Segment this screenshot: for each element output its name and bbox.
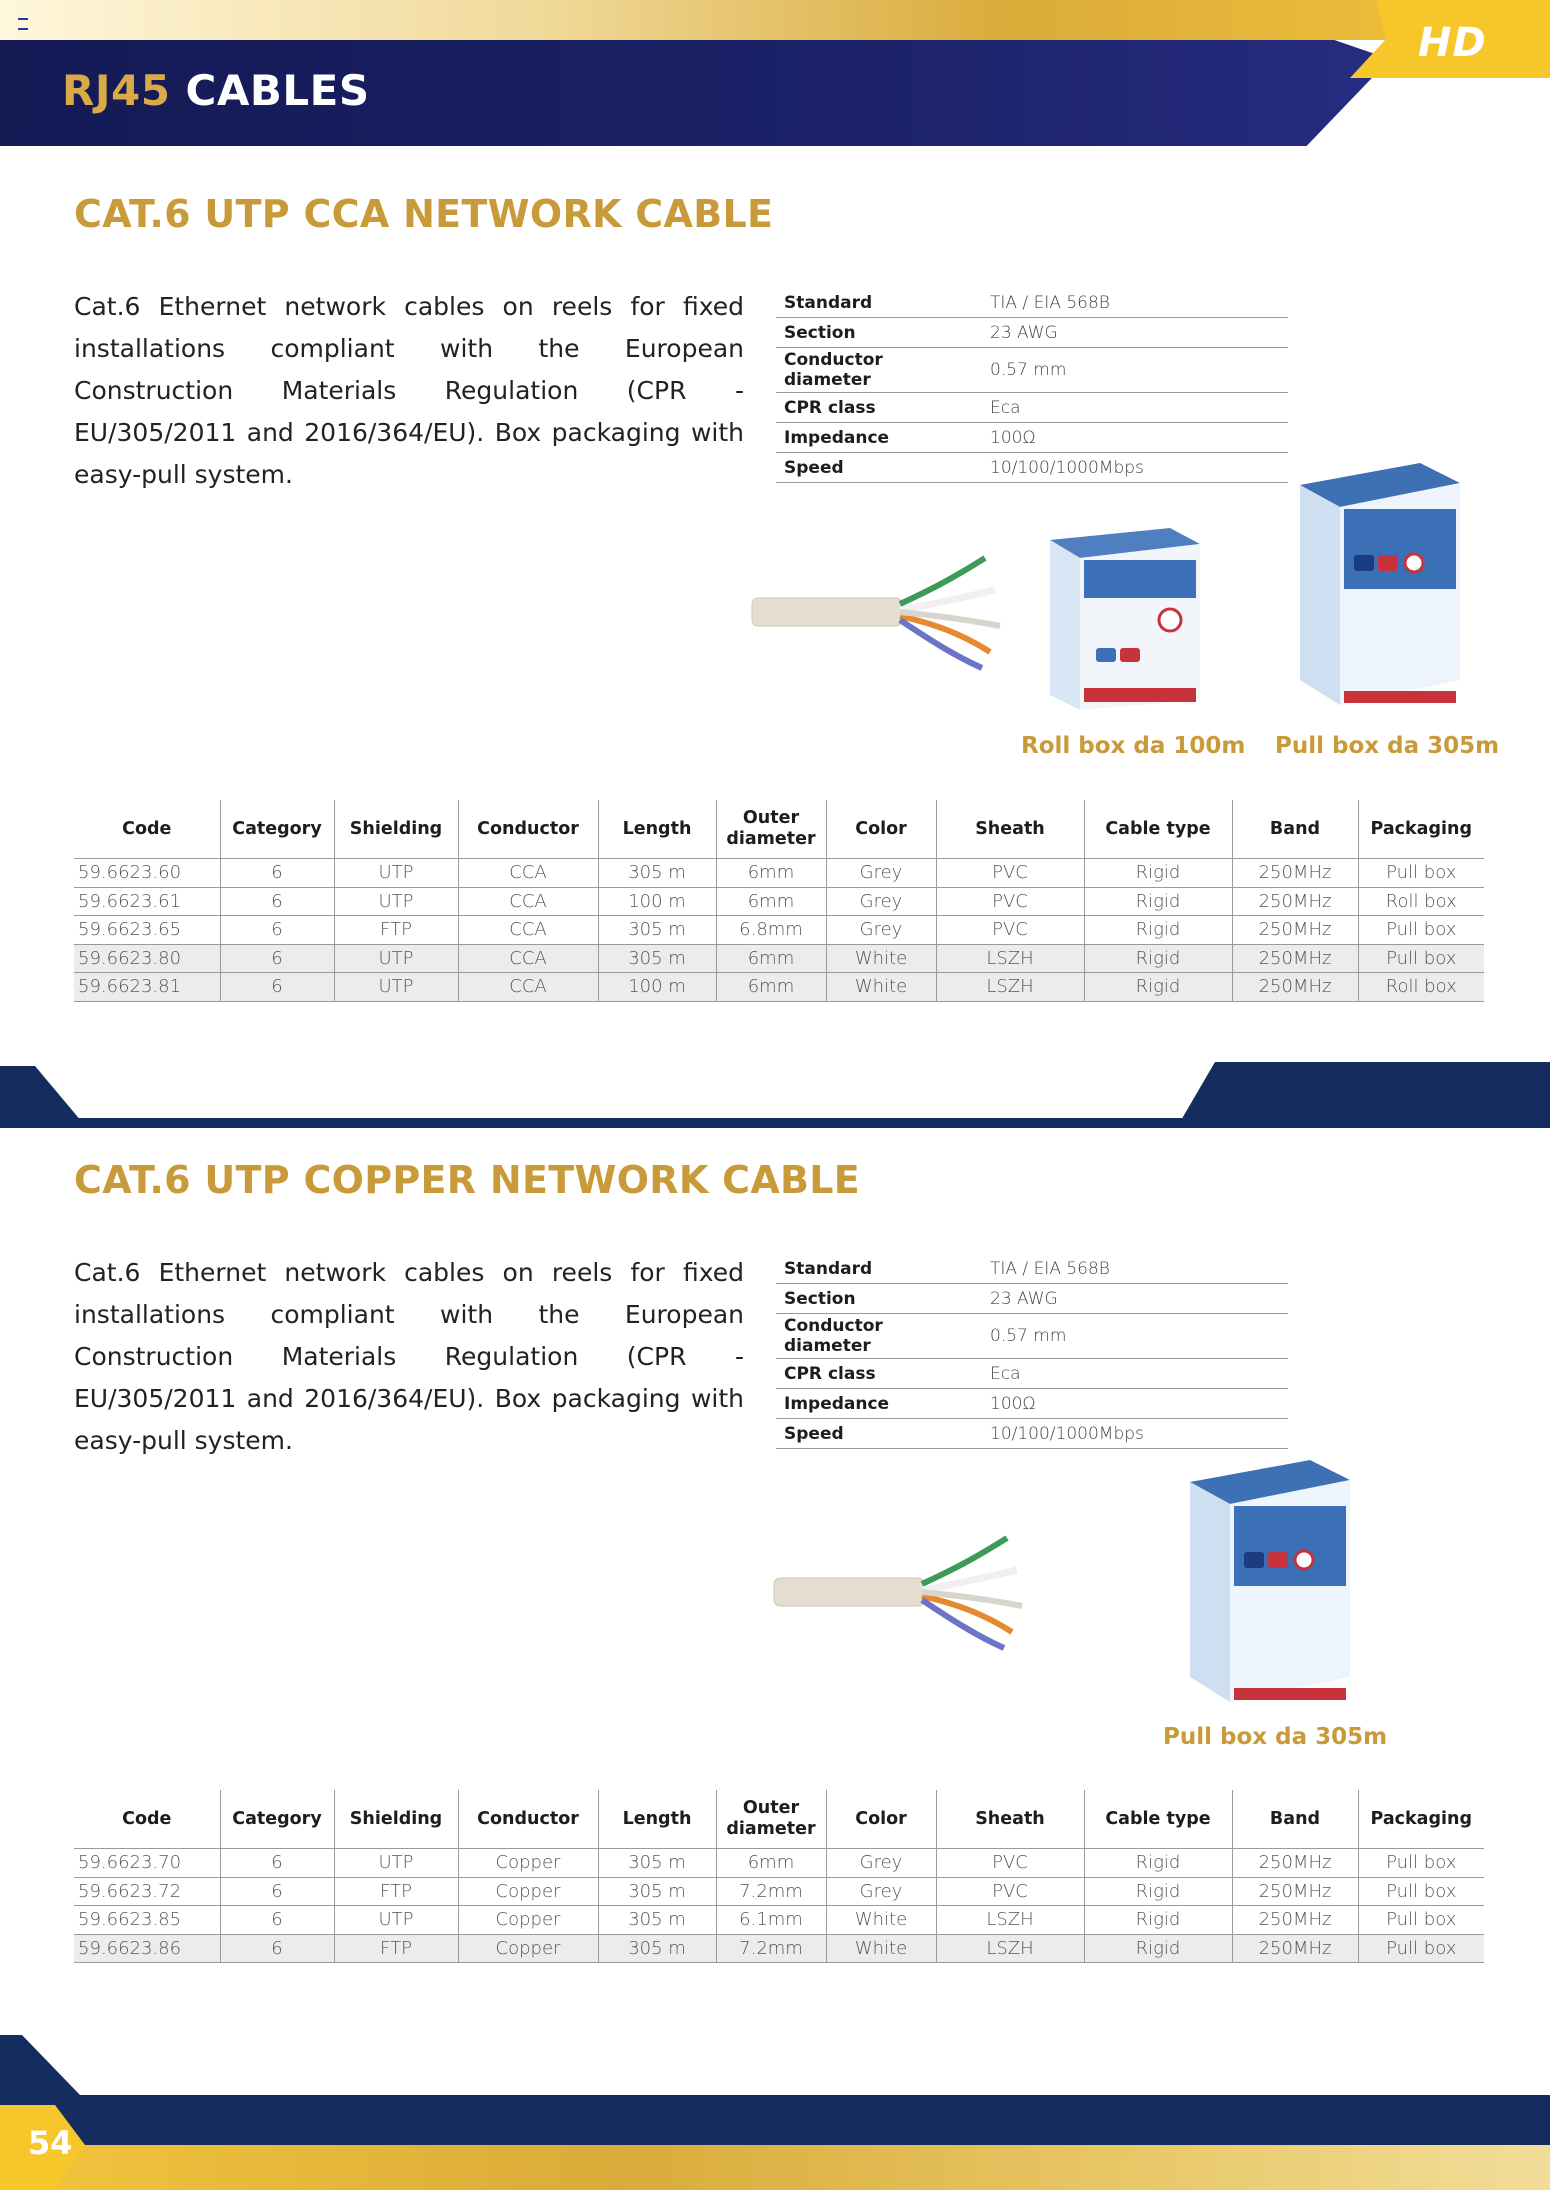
table-cell: White	[826, 944, 936, 973]
spec-label: Speed	[776, 1419, 982, 1449]
table-cell: Copper	[458, 1849, 598, 1878]
table-cell: 6	[220, 1849, 334, 1878]
column-header: Sheath	[936, 800, 1084, 859]
table-cell: FTP	[334, 1934, 458, 1963]
spec-label: Impedance	[776, 423, 982, 453]
section-divider	[0, 1060, 1550, 1132]
spec-value: 23 AWG	[982, 1284, 1288, 1314]
column-header: Packaging	[1358, 800, 1484, 859]
table-cell: Grey	[826, 1877, 936, 1906]
table-row	[74, 916, 1484, 945]
spec-value: 10/100/1000Mbps	[982, 1419, 1288, 1449]
table-cell: 305 m	[598, 916, 716, 945]
spec-value: 10/100/1000Mbps	[982, 453, 1288, 483]
spec-label: Conductor diameter	[776, 348, 982, 393]
table-cell: Rigid	[1084, 859, 1232, 888]
section1-product-table	[74, 800, 1484, 1002]
table-cell: 250MHz	[1232, 859, 1358, 888]
table-cell: Rigid	[1084, 1906, 1232, 1935]
spec-value: 23 AWG	[982, 318, 1288, 348]
section2-product-table	[74, 1790, 1484, 1963]
table-cell: 6	[220, 859, 334, 888]
table-cell: 6mm	[716, 973, 826, 1002]
table-cell: 305 m	[598, 1906, 716, 1935]
page-number: 54	[28, 2124, 73, 2162]
spec-value: Eca	[982, 1359, 1288, 1389]
column-header: Code	[74, 1790, 220, 1849]
table-cell: 6.8mm	[716, 916, 826, 945]
table-cell: 6	[220, 887, 334, 916]
table-cell: 305 m	[598, 1934, 716, 1963]
spec-label: Conductor diameter	[776, 1314, 982, 1359]
table-cell: Copper	[458, 1906, 598, 1935]
table-cell: LSZH	[936, 973, 1084, 1002]
column-header: Sheath	[936, 1790, 1084, 1849]
table-cell: 250MHz	[1232, 887, 1358, 916]
spec-value: Eca	[982, 393, 1288, 423]
cable-image	[772, 1520, 1032, 1660]
table-cell: PVC	[936, 916, 1084, 945]
spec-label: CPR class	[776, 393, 982, 423]
spec-value: 100Ω	[982, 1389, 1288, 1419]
column-header: Conductor	[458, 1790, 598, 1849]
table-cell: 250MHz	[1232, 1849, 1358, 1878]
table-cell: 59.6623.61	[74, 887, 220, 916]
spec-row	[776, 1314, 1288, 1359]
section2-spec-table	[776, 1254, 1288, 1449]
table-cell: 6	[220, 1906, 334, 1935]
table-cell: PVC	[936, 1877, 1084, 1906]
spec-value: TIA / EIA 568B	[982, 1254, 1288, 1284]
table-cell: 250MHz	[1232, 1877, 1358, 1906]
table-cell: 6mm	[716, 887, 826, 916]
table-cell: UTP	[334, 944, 458, 973]
table-cell: PVC	[936, 1849, 1084, 1878]
table-cell: UTP	[334, 859, 458, 888]
table-cell: FTP	[334, 1877, 458, 1906]
table-cell: 305 m	[598, 944, 716, 973]
spec-label: Standard	[776, 1254, 982, 1284]
table-cell: Pull box	[1358, 916, 1484, 945]
table-cell: 6	[220, 1934, 334, 1963]
spec-label: Section	[776, 318, 982, 348]
column-header: Outer diameter	[716, 800, 826, 859]
table-cell: CCA	[458, 973, 598, 1002]
spec-value: 100Ω	[982, 423, 1288, 453]
table-cell: Rigid	[1084, 887, 1232, 916]
table-cell: 59.6623.70	[74, 1849, 220, 1878]
table-row	[74, 1849, 1484, 1878]
table-cell: Pull box	[1358, 1934, 1484, 1963]
table-cell: Pull box	[1358, 1877, 1484, 1906]
spec-row	[776, 1284, 1288, 1314]
menu-icon	[18, 18, 28, 30]
table-cell: Grey	[826, 1849, 936, 1878]
table-cell: 305 m	[598, 859, 716, 888]
spec-row	[776, 318, 1288, 348]
table-cell: White	[826, 973, 936, 1002]
column-header: Conductor	[458, 800, 598, 859]
column-header: Length	[598, 800, 716, 859]
table-cell: 6.1mm	[716, 1906, 826, 1935]
table-cell: UTP	[334, 1906, 458, 1935]
table-cell: 100 m	[598, 973, 716, 1002]
spec-row	[776, 288, 1288, 318]
table-row	[74, 887, 1484, 916]
table-cell: 59.6623.60	[74, 859, 220, 888]
table-cell: FTP	[334, 916, 458, 945]
pull-box-image	[1180, 1452, 1360, 1712]
column-header: Cable type	[1084, 1790, 1232, 1849]
table-cell: PVC	[936, 859, 1084, 888]
table-cell: 6	[220, 916, 334, 945]
table-cell: 100 m	[598, 887, 716, 916]
table-cell: 59.6623.81	[74, 973, 220, 1002]
table-row	[74, 1934, 1484, 1963]
table-row	[74, 973, 1484, 1002]
table-cell: Rigid	[1084, 944, 1232, 973]
spec-label: Impedance	[776, 1389, 982, 1419]
column-header: Shielding	[334, 1790, 458, 1849]
table-cell: 59.6623.80	[74, 944, 220, 973]
table-cell: Copper	[458, 1877, 598, 1906]
table-cell: Pull box	[1358, 1849, 1484, 1878]
table-cell: Copper	[458, 1934, 598, 1963]
table-cell: 6	[220, 944, 334, 973]
pull-box-caption: Pull box da 305m	[1275, 733, 1500, 759]
table-cell: LSZH	[936, 944, 1084, 973]
table-cell: White	[826, 1934, 936, 1963]
footer-band	[0, 2035, 1550, 2150]
spec-value: 0.57 mm	[982, 348, 1288, 393]
table-cell: 59.6623.65	[74, 916, 220, 945]
section1-description: Cat.6 Ethernet network cables on reels for fixed installations compliant with the European Construction Materials Regulation (CPR - EU/305/2011 and 2016/364/EU). Box packaging with easy-pull system.	[74, 292, 744, 489]
roll-box-image	[1040, 520, 1210, 720]
column-header: Packaging	[1358, 1790, 1484, 1849]
cable-image	[750, 540, 1010, 680]
spec-row	[776, 348, 1288, 393]
page-title	[62, 66, 370, 115]
spec-row	[776, 453, 1288, 483]
footer-gold-strip	[0, 2145, 1550, 2190]
table-cell: Rigid	[1084, 1877, 1232, 1906]
table-cell: 250MHz	[1232, 1934, 1358, 1963]
spec-row	[776, 1254, 1288, 1284]
table-cell: PVC	[936, 887, 1084, 916]
section2-title: CAT.6 UTP COPPER NETWORK CABLE	[74, 1158, 861, 1202]
spec-label: Standard	[776, 288, 982, 318]
column-header: Cable type	[1084, 800, 1232, 859]
column-header: Category	[220, 1790, 334, 1849]
column-header: Code	[74, 800, 220, 859]
pull-box-caption: Pull box da 305m	[1163, 1724, 1388, 1750]
section1-spec-table	[776, 288, 1288, 483]
section2-description: Cat.6 Ethernet network cables on reels for fixed installations compliant with the European Construction Materials Regulation (CPR - EU/305/2011 and 2016/364/EU). Box packaging with easy-pull system.	[74, 1258, 744, 1455]
spec-value: 0.57 mm	[982, 1314, 1288, 1359]
table-cell: 59.6623.86	[74, 1934, 220, 1963]
table-cell: 305 m	[598, 1849, 716, 1878]
header-gold-strip	[0, 0, 1550, 40]
table-cell: UTP	[334, 887, 458, 916]
section1-title: CAT.6 UTP CCA NETWORK CABLE	[74, 192, 774, 236]
table-row	[74, 859, 1484, 888]
table-cell: Grey	[826, 887, 936, 916]
spec-row	[776, 423, 1288, 453]
table-cell: UTP	[334, 1849, 458, 1878]
spec-row	[776, 393, 1288, 423]
spec-label: Speed	[776, 453, 982, 483]
page-title-accent: RJ45	[62, 66, 171, 115]
table-cell: CCA	[458, 887, 598, 916]
table-cell: UTP	[334, 973, 458, 1002]
table-cell: 250MHz	[1232, 916, 1358, 945]
table-cell: 6	[220, 1877, 334, 1906]
table-cell: Roll box	[1358, 887, 1484, 916]
table-cell: Rigid	[1084, 1934, 1232, 1963]
table-cell: 250MHz	[1232, 1906, 1358, 1935]
table-cell: CCA	[458, 916, 598, 945]
table-cell: 7.2mm	[716, 1877, 826, 1906]
table-cell: 59.6623.85	[74, 1906, 220, 1935]
spec-label: CPR class	[776, 1359, 982, 1389]
column-header: Shielding	[334, 800, 458, 859]
table-row	[74, 1877, 1484, 1906]
table-cell: Grey	[826, 859, 936, 888]
table-cell: Pull box	[1358, 944, 1484, 973]
table-cell: Rigid	[1084, 1849, 1232, 1878]
table-cell: Pull box	[1358, 1906, 1484, 1935]
table-cell: Grey	[826, 916, 936, 945]
roll-box-caption: Roll box da 100m	[1021, 733, 1246, 759]
spec-value: TIA / EIA 568B	[982, 288, 1288, 318]
pull-box-image	[1290, 455, 1470, 715]
table-cell: LSZH	[936, 1934, 1084, 1963]
column-header: Outer diameter	[716, 1790, 826, 1849]
table-cell: Roll box	[1358, 973, 1484, 1002]
table-cell: LSZH	[936, 1906, 1084, 1935]
column-header: Band	[1232, 800, 1358, 859]
column-header: Color	[826, 800, 936, 859]
table-cell: Rigid	[1084, 916, 1232, 945]
table-cell: 250MHz	[1232, 944, 1358, 973]
table-cell: 305 m	[598, 1877, 716, 1906]
spec-row	[776, 1359, 1288, 1389]
table-cell: Pull box	[1358, 859, 1484, 888]
column-header: Color	[826, 1790, 936, 1849]
column-header: Length	[598, 1790, 716, 1849]
table-row	[74, 944, 1484, 973]
table-cell: CCA	[458, 859, 598, 888]
spec-row	[776, 1389, 1288, 1419]
spec-label: Section	[776, 1284, 982, 1314]
table-cell: 6mm	[716, 859, 826, 888]
table-cell: 7.2mm	[716, 1934, 826, 1963]
table-cell: 6mm	[716, 1849, 826, 1878]
page-title-main: CABLES	[185, 66, 370, 115]
column-header: Category	[220, 800, 334, 859]
table-cell: White	[826, 1906, 936, 1935]
table-cell: CCA	[458, 944, 598, 973]
table-cell: 6	[220, 973, 334, 1002]
table-cell: Rigid	[1084, 973, 1232, 1002]
table-cell: 250MHz	[1232, 973, 1358, 1002]
hd-logo: HD	[1418, 20, 1487, 66]
table-row	[74, 1906, 1484, 1935]
column-header: Band	[1232, 1790, 1358, 1849]
table-cell: 6mm	[716, 944, 826, 973]
spec-row	[776, 1419, 1288, 1449]
table-cell: 59.6623.72	[74, 1877, 220, 1906]
